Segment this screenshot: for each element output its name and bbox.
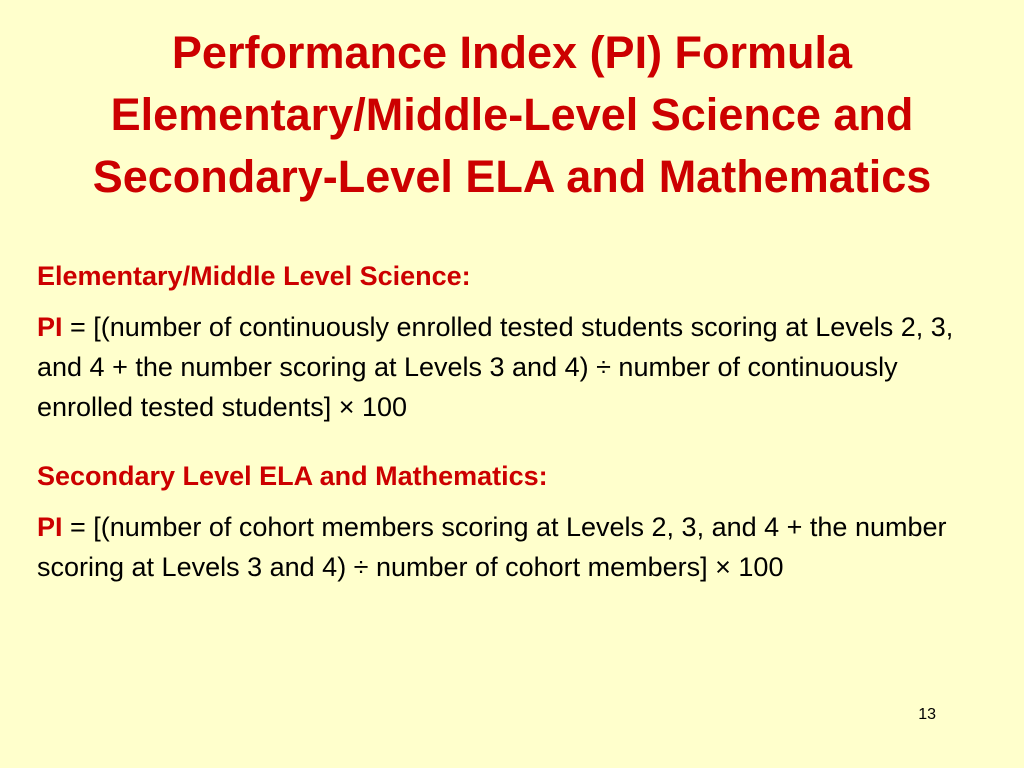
section-elementary-science [37,257,997,427]
slide-content [37,257,997,587]
pi-label: PI [37,312,63,342]
title-line-2: Elementary/Middle-Level Science and [110,89,914,140]
title-line-1: Performance Index (PI) Formula [171,27,853,78]
pi-formula [37,307,987,427]
title-line-3: Secondary-Level ELA and Mathematics [92,151,932,202]
pi-formula [37,507,987,587]
slide-number: 13 [918,706,936,723]
formula-text: = [(number of cohort members scoring at Levels 2, 3, and 4 + the number scoring at Levels 3 and 4) ÷ number of cohort members] × 100 [37,512,947,582]
section-heading: Secondary Level ELA and Mathematics: [37,461,548,491]
section-heading: Elementary/Middle Level Science: [37,261,471,291]
slide-title [0,22,1024,208]
section-secondary-ela-math [37,457,997,587]
formula-text: = [(number of continuously enrolled tested students scoring at Levels 2, 3, and 4 + the number scoring at Levels 3 and 4) ÷ number of continuously enrolled tested students] × 100 [37,312,954,422]
pi-label: PI [37,512,63,542]
